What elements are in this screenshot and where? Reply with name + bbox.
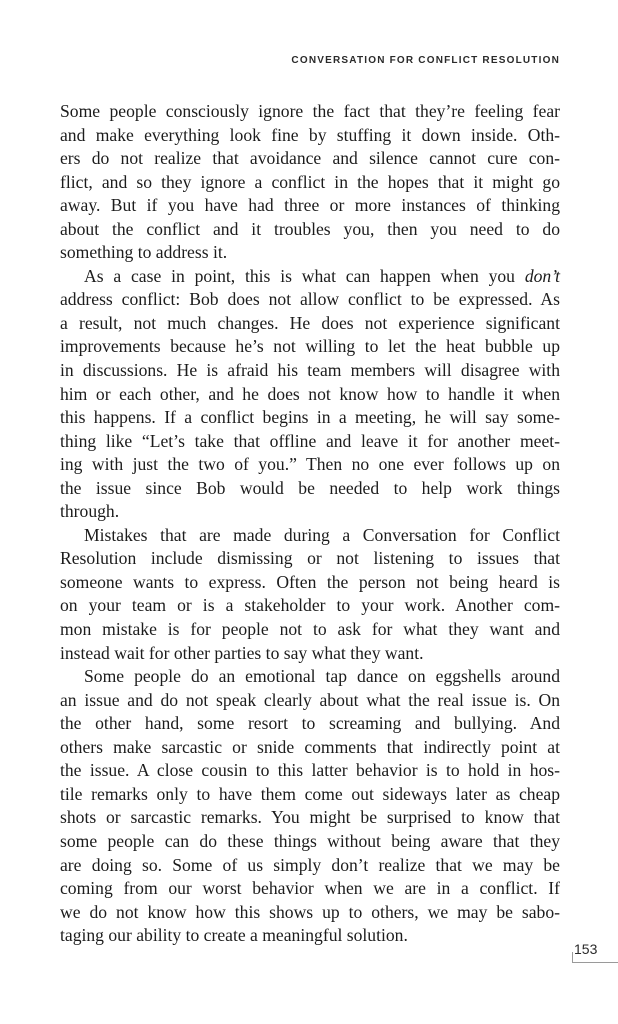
text-line: instead wait for other parties to say what they want. <box>60 642 424 663</box>
text-line: Some people do an emotional tap dance on eggshells around <box>84 666 560 687</box>
text-line: others make sarcastic or snide comments that indirectly point at <box>60 736 560 757</box>
text-line: some people can do these things without being aware that they <box>60 830 560 851</box>
text-line: are doing so. Some of us simply don’t realize that we may be <box>60 854 560 875</box>
text-line: away. But if you have had three or more instances of thinking <box>60 195 560 216</box>
text-line: ing with just the two of you.” Then no one ever follows up on <box>60 454 560 475</box>
text-line: the other hand, some resort to screaming and bullying. And <box>60 713 560 734</box>
text-line: thing like “Let’s take that offline and leave it for another meet- <box>60 430 560 451</box>
text-line: Mistakes that are made during a Conversation for Conflict <box>84 524 560 545</box>
text-line: flict, and so they ignore a conflict in the hopes that it might go <box>60 171 560 192</box>
text-line: improvements because he’s not willing to let the heat bubble up <box>60 336 560 357</box>
running-head: CONVERSATION FOR CONFLICT RESOLUTION <box>291 55 560 66</box>
text-line: a result, not much changes. He does not experience significant <box>60 312 560 333</box>
text-line: an issue and do not speak clearly about what the real issue is. On <box>60 689 560 710</box>
text-line: mon mistake is for people not to ask for what they want and <box>60 619 560 640</box>
text-line: and make everything look fine by stuffing it down inside. Oth- <box>60 124 560 145</box>
text-line: something to address it. <box>60 242 228 263</box>
text-line <box>60 265 560 289</box>
emphasis-text: don’t <box>524 265 560 286</box>
text-line: the issue since Bob would be needed to help work things <box>60 477 560 498</box>
paragraph <box>60 265 560 524</box>
page-number-rule <box>572 962 618 963</box>
text-line: in discussions. He is afraid his team members will disagree with <box>60 360 560 381</box>
text-line: on your team or is a stakeholder to your work. Another com- <box>60 595 560 616</box>
text-line: about the conflict and it troubles you, then you need to do <box>60 218 560 239</box>
text-line: someone wants to express. Often the person not being heard is <box>60 571 560 592</box>
text-run: As a case in point, this is what can happen when you <box>84 265 525 286</box>
text-line: the issue. A close cousin to this latter behavior is to hold in hos- <box>60 760 560 781</box>
page-number: 153 <box>574 941 598 957</box>
body-text <box>60 100 560 948</box>
text-line: ers do not realize that avoidance and silence cannot cure con- <box>60 148 560 169</box>
text-line: this happens. If a conflict begins in a meeting, he will say some- <box>60 407 560 428</box>
paragraph <box>60 100 560 265</box>
text-line: we do not know how this shows up to others, we may be sabo- <box>60 901 560 922</box>
paragraph <box>60 524 560 665</box>
text-line: Resolution include dismissing or not listening to issues that <box>60 548 560 569</box>
text-line: tile remarks only to have them come out sideways later as cheap <box>60 783 560 804</box>
text-line: shots or sarcastic remarks. You might be surprised to know that <box>60 807 560 828</box>
text-line: taging our ability to create a meaningful solution. <box>60 925 408 946</box>
text-line: him or each other, and he does not know how to handle it when <box>60 383 560 404</box>
text-line: coming from our worst behavior when we are in a conflict. If <box>60 878 560 899</box>
paragraph <box>60 665 560 948</box>
text-line: through. <box>60 501 120 522</box>
text-line: address conflict: Bob does not allow conflict to be expressed. As <box>60 289 560 310</box>
text-line: Some people consciously ignore the fact that they’re feeling fear <box>60 101 560 121</box>
